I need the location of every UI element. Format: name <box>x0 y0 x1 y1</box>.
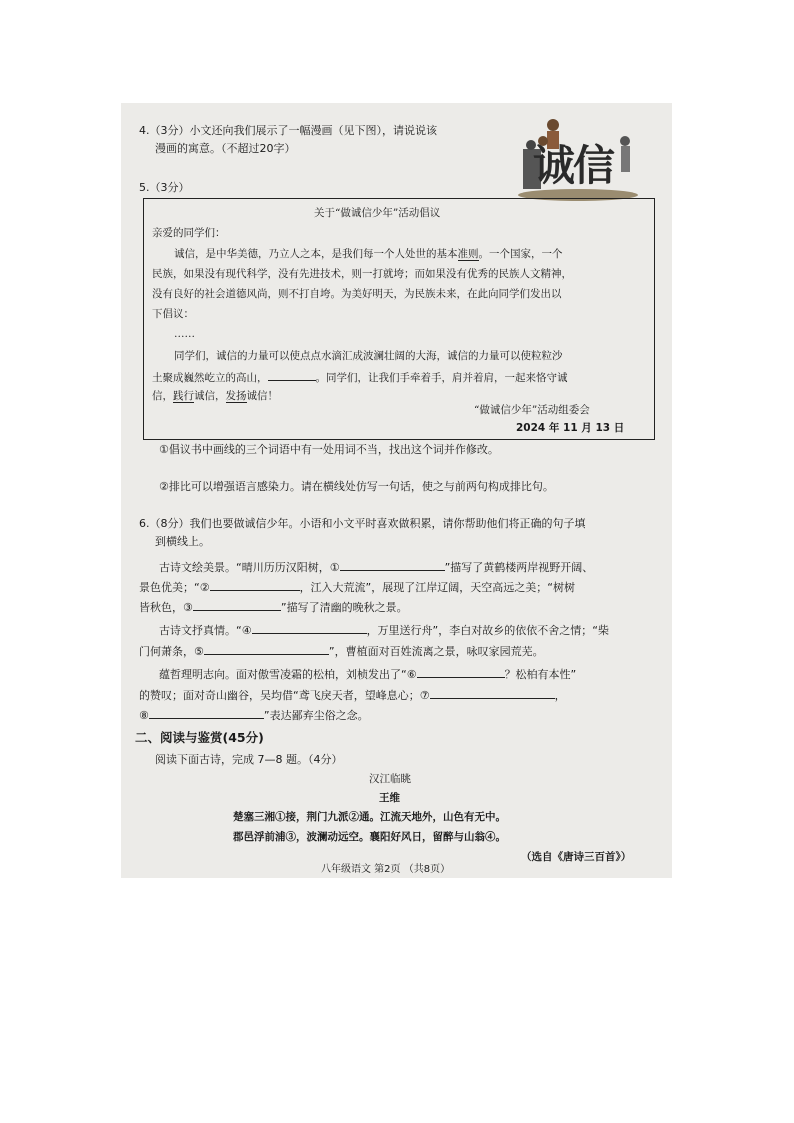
q6-para1-line1: 古诗文绘美景。“晴川历历汉阳树，① ”描写了黄鹤楼两岸视野开阔、 <box>159 561 594 574</box>
poem-source: （选自《唐诗三百首》） <box>521 851 632 863</box>
q6-para3-line2: 的赞叹；面对奇山幽谷，吴均借“鸢飞戾天者，望峰息心；⑦ ， <box>139 689 566 702</box>
letter-p2-line3: 信，践行诚信，发扬诚信！ <box>152 390 278 402</box>
answer-blank-7[interactable] <box>430 687 555 699</box>
q6-para3-line3: ⑧ ”表达鄙弃尘俗之念。 <box>139 709 369 722</box>
q6-para2-line1: 古诗文抒真情。“④ ，万里送行舟”，李白对故乡的依依不舍之情；“柴 <box>159 624 609 637</box>
exam-page <box>121 103 672 878</box>
q6-para3-line1: 蕴哲理明志向。面对傲雪凌霜的松柏，刘桢发出了“⑥ ？松柏有本性” <box>159 668 577 681</box>
q4-line2: 漫画的寓意。（不超过20字） <box>155 142 296 155</box>
letter-p1-line4: 下倡议： <box>152 308 194 320</box>
letter-date: 2024 年 11 月 13 日 <box>516 422 625 434</box>
letter-p2-line1: 同学们，诚信的力量可以使点点水滴汇成波澜壮阔的大海，诚信的力量可以使粒粒沙 <box>174 350 563 362</box>
poem-title: 汉江临眺 <box>369 773 411 785</box>
q5-sub2: ②排比可以增强语言感染力。请在横线处仿写一句话，使之与前两句构成排比句。 <box>159 480 554 493</box>
answer-blank-3[interactable] <box>193 599 281 611</box>
letter-p1-line1: 诚信，是中华美德，乃立人之本，是我们每一个人处世的基本准则。一个国家，一个 <box>174 248 563 260</box>
poem-line2: 郡邑浮前浦③，波澜动远空。襄阳好风日，留醉与山翁④。 <box>233 831 506 843</box>
underlined-word-jianxing: 践行 <box>173 390 194 402</box>
proposal-letter-box <box>143 198 655 440</box>
poem-line1: 楚塞三湘①接，荆门九派②通。江流天地外，山色有无中。 <box>233 811 506 823</box>
answer-blank-5[interactable] <box>204 643 329 655</box>
q6-para1-line3: 皆秋色，③ ”描写了清幽的晚秋之景。 <box>139 601 408 614</box>
page-footer: 八年级语文 第2页 （共8页） <box>321 864 451 875</box>
letter-p2-line2: 土聚成巍然屹立的高山， 。同学们，让我们手牵着手，肩并着肩，一起来恪守诚 <box>152 369 568 385</box>
letter-p1-line3: 没有良好的社会道德风尚，则不打自垮。为美好明天，为民族未来，在此向同学们发出以 <box>152 288 562 300</box>
q4-line1: 4.（3分）小文还向我们展示了一幅漫画（见下图），请说说该 <box>139 124 437 137</box>
section2-intro: 阅读下面古诗，完成 7—8 题。（4分） <box>155 753 343 766</box>
underlined-word-fayang: 发扬 <box>225 390 247 402</box>
q6-para2-line2: 门何萧条，⑤ ”，曹植面对百姓流离之景，咏叹家园荒芜。 <box>139 645 544 658</box>
answer-blank-6[interactable] <box>417 666 505 678</box>
letter-title: 关于“做诚信少年”活动倡议 <box>314 207 441 219</box>
q5-sub1: ①倡议书中画线的三个词语中有一处用词不当，找出这个词并作修改。 <box>159 443 499 456</box>
poem-author: 王维 <box>379 792 400 804</box>
cartoon-illustration <box>513 111 643 203</box>
answer-blank-4[interactable] <box>252 622 367 634</box>
q5-label: 5.（3分） <box>139 181 190 194</box>
letter-greeting: 亲爱的同学们： <box>152 227 226 239</box>
fill-blank[interactable] <box>268 369 316 381</box>
letter-signature: “做诚信少年”活动组委会 <box>474 404 590 416</box>
letter-ellipsis: …… <box>174 328 195 340</box>
letter-p1-line2: 民族，如果没有现代科学，没有先进技术，则一打就垮；而如果没有优秀的民族人文精神， <box>152 268 572 280</box>
q6-line1: 6.（8分）我们也要做诚信少年。小语和小文平时喜欢做积累，请你帮助他们将正确的句子填 <box>139 517 586 530</box>
q6-line2: 到横线上。 <box>155 535 210 548</box>
q6-para1-line2: 景色优美；“② ，江入大荒流”，展现了江岸辽阔，天空高远之美；“树树 <box>139 581 575 594</box>
answer-blank-8[interactable] <box>149 707 264 719</box>
underlined-word-zhunze: 准则 <box>457 248 479 260</box>
cartoon-title: 诚信 <box>533 141 614 190</box>
answer-blank-1[interactable] <box>340 559 445 571</box>
answer-blank-2[interactable] <box>210 579 300 591</box>
section2-heading: 二、阅读与鉴赏(45分) <box>135 730 264 745</box>
